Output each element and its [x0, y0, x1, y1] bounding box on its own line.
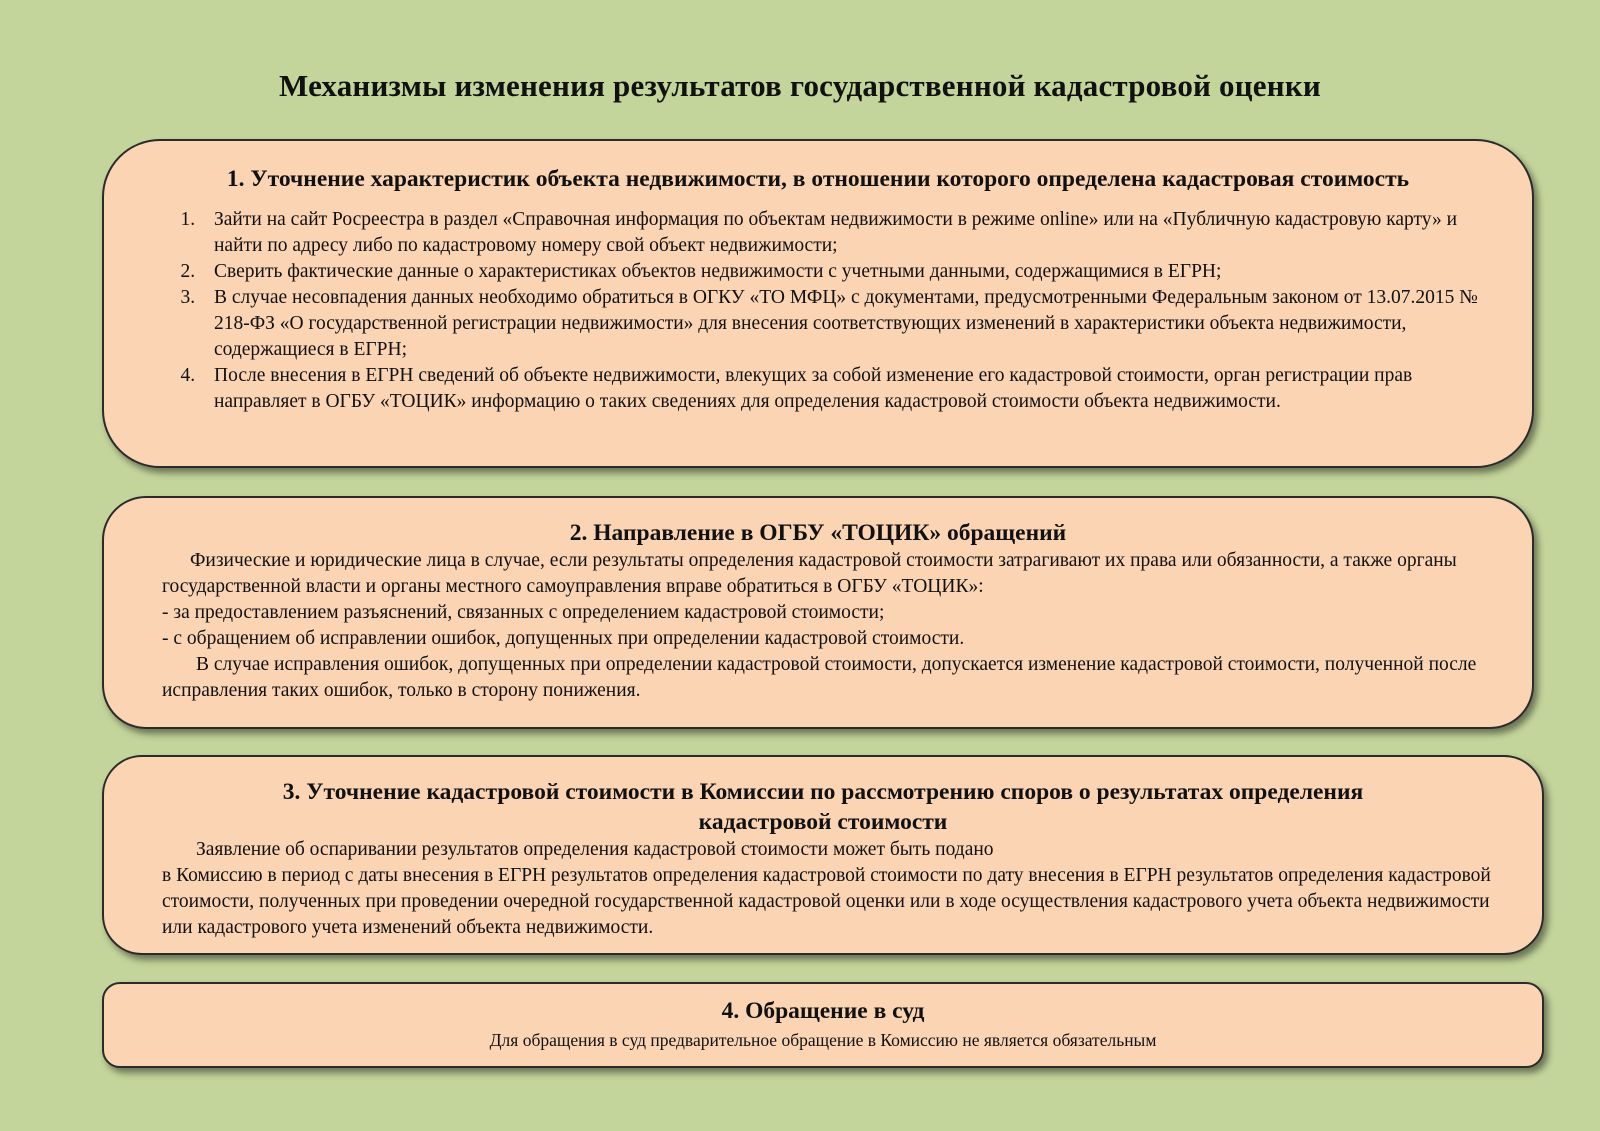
section-2-body — [104, 548, 1532, 704]
section-4-heading: 4. Обращение в суд — [721, 998, 925, 1024]
section-1-heading: 1. Уточнение характеристик объекта недвижимости, в отношении которого определена кадастровая стоимость — [226, 166, 1410, 192]
section-2-bullet-1: - за предоставлением разъяснений, связанных с определением кадастровой стоимости; — [162, 602, 885, 623]
section-2-paragraph-1: Физические и юридические лица в случае, если результаты определения кадастровой стоимости затрагивают их права или обязанности, а также органы государственной власти и органы местного самоуправления вправе обратиться в ОГБУ «ТОЦИК»: — [162, 550, 1457, 597]
section-court-appeal — [102, 982, 1544, 1068]
step-4: 4. После внесения в ЕГРН сведений об объекте недвижимости, влекущих за собой изменение его кадастровой стоимости, орган регистрации прав направляет в ОГБУ «ТОЦИК» информацию о таких сведениях для определения кадастровой стоимости объекта недвижимости. — [200, 363, 1532, 415]
section-commission-disputes — [102, 755, 1544, 955]
section-3-line-1: Заявление об оспаривании результатов определения кадастровой стоимости может быть подано — [196, 839, 994, 860]
section-2-heading: 2. Направление в ОГБУ «ТОЦИК» обращений — [569, 520, 1067, 546]
section-clarify-characteristics — [102, 139, 1534, 468]
section-3-body — [104, 837, 1542, 941]
steps-list — [104, 207, 1532, 415]
section-3-heading-line-2: кадастровой стоимости — [698, 809, 948, 835]
section-3-heading — [104, 777, 1542, 837]
section-4-note: Для обращения в суд предварительное обращение в Комиссию не является обязательным — [489, 1030, 1157, 1050]
section-appeal-to-otsik — [102, 496, 1534, 729]
step-1: 1. Зайти на сайт Росреестра в раздел «Справочная информация по объектам недвижимости в режиме online» или на «Публичную кадастровую карту» и найти по адресу либо по кадастровому номеру свой объект недвижимости; — [200, 207, 1532, 259]
page-title: Механизмы изменения результатов государственной кадастровой оценки — [279, 68, 1321, 103]
section-2-bullet-2: - с обращением об исправлении ошибок, допущенных при определении кадастровой стоимости. — [162, 628, 965, 649]
step-3: 3. В случае несовпадения данных необходимо обратиться в ОГКУ «ТО МФЦ» с документами, предусмотренными Федеральным законом от 13.07.2015 № 218-ФЗ «О государственной регистрации недвижимости» для внесения соответствующих изменений в характеристики объекта недвижимости, содержащиеся в ЕГРН; — [200, 285, 1532, 363]
section-3-line-2: в Комиссию в период с даты внесения в ЕГРН результатов определения кадастровой стоимости по дату внесения в ЕГРН результатов определения кадастровой стоимости, полученных при проведении очередной государственной кадастровой оценки или в ходе осуществления кадастрового учета объекта недвижимости или кадастрового учета изменений объекта недвижимости. — [162, 865, 1491, 938]
section-2-paragraph-2: В случае исправления ошибок, допущенных при определении кадастровой стоимости, допускается изменение кадастровой стоимости, полученной после исправления таких ошибок, только в сторону понижения. — [162, 654, 1477, 701]
step-2: 2. Сверить фактические данные о характеристиках объектов недвижимости с учетными данными, содержащимися в ЕГРН; — [200, 259, 1532, 285]
section-3-heading-line-1: 3. Уточнение кадастровой стоимости в Комиссии по рассмотрению споров о результатах определения — [282, 779, 1364, 805]
